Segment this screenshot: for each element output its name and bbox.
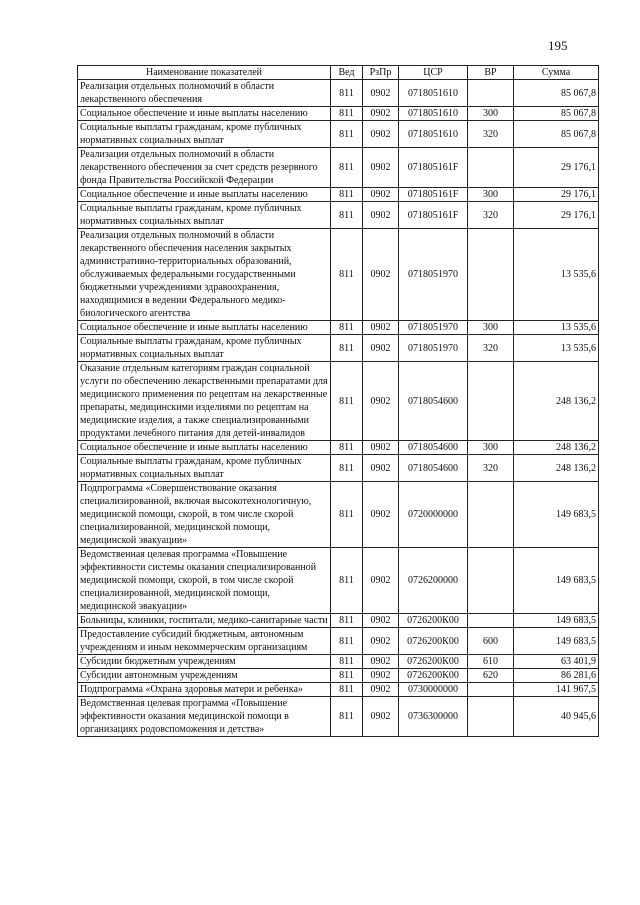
row-rzpr: 0902 bbox=[363, 335, 399, 362]
row-vr bbox=[468, 697, 514, 737]
row-sum: 13 535,6 bbox=[514, 229, 599, 321]
row-rzpr: 0902 bbox=[363, 121, 399, 148]
row-rzpr: 0902 bbox=[363, 229, 399, 321]
row-sum: 13 535,6 bbox=[514, 335, 599, 362]
row-csr: 071805161F bbox=[399, 148, 468, 188]
row-vr: 610 bbox=[468, 655, 514, 669]
row-name: Реализация отдельных полномочий в области лекарственного обеспечения населения закрытых административно-территориальных образований, обслуживаемых федеральными государственными бюджетными учреждениями здравоохранения, находящимися в ведении Федерального медико-биологического агентства bbox=[78, 229, 331, 321]
row-csr: 0718054600 bbox=[399, 362, 468, 441]
row-vr: 620 bbox=[468, 669, 514, 683]
row-vr bbox=[468, 482, 514, 548]
row-sum: 29 176,1 bbox=[514, 188, 599, 202]
header-csr: ЦСР bbox=[399, 66, 468, 80]
row-ved: 811 bbox=[331, 202, 363, 229]
row-name: Субсидии бюджетным учреждениям bbox=[78, 655, 331, 669]
row-csr: 0718051970 bbox=[399, 335, 468, 362]
row-ved: 811 bbox=[331, 321, 363, 335]
row-name: Реализация отдельных полномочий в области лекарственного обеспечения bbox=[78, 80, 331, 107]
row-csr: 0726200К00 bbox=[399, 669, 468, 683]
row-rzpr: 0902 bbox=[363, 683, 399, 697]
row-csr: 071805161F bbox=[399, 188, 468, 202]
row-sum: 86 281,6 bbox=[514, 669, 599, 683]
row-vr: 300 bbox=[468, 321, 514, 335]
row-vr bbox=[468, 548, 514, 614]
row-ved: 811 bbox=[331, 697, 363, 737]
row-sum: 85 067,8 bbox=[514, 107, 599, 121]
table-row bbox=[78, 628, 599, 655]
table-row bbox=[78, 655, 599, 669]
row-vr: 300 bbox=[468, 107, 514, 121]
table-row bbox=[78, 121, 599, 148]
table-row bbox=[78, 335, 599, 362]
row-sum: 85 067,8 bbox=[514, 121, 599, 148]
row-vr: 320 bbox=[468, 455, 514, 482]
table-row bbox=[78, 107, 599, 121]
page-number: 195 bbox=[548, 38, 568, 53]
row-name: Подпрограмма «Охрана здоровья матери и ребенка» bbox=[78, 683, 331, 697]
row-csr: 0726200К00 bbox=[399, 655, 468, 669]
table-body bbox=[78, 80, 599, 737]
row-ved: 811 bbox=[331, 628, 363, 655]
table-row bbox=[78, 229, 599, 321]
table-row bbox=[78, 148, 599, 188]
row-rzpr: 0902 bbox=[363, 188, 399, 202]
row-sum: 13 535,6 bbox=[514, 321, 599, 335]
row-vr bbox=[468, 614, 514, 628]
row-name: Социальное обеспечение и иные выплаты населению bbox=[78, 321, 331, 335]
row-name: Оказание отдельным категориям граждан социальной услуги по обеспечению лекарственными препаратами для медицинского применения по рецептам на лекарственные препараты, медицинскими изделиями по рецептам на медицинские изделия, а также специализированными продуктами лечебного питания для детей-инвалидов bbox=[78, 362, 331, 441]
row-csr: 0718051610 bbox=[399, 121, 468, 148]
header-sum: Сумма bbox=[514, 66, 599, 80]
row-rzpr: 0902 bbox=[363, 697, 399, 737]
row-vr: 300 bbox=[468, 188, 514, 202]
table-row bbox=[78, 548, 599, 614]
row-name: Социальные выплаты гражданам, кроме публичных нормативных социальных выплат bbox=[78, 202, 331, 229]
row-name: Социальные выплаты гражданам, кроме публичных нормативных социальных выплат bbox=[78, 121, 331, 148]
table-row bbox=[78, 362, 599, 441]
table-row bbox=[78, 202, 599, 229]
row-sum: 248 136,2 bbox=[514, 455, 599, 482]
row-rzpr: 0902 bbox=[363, 548, 399, 614]
row-csr: 0720000000 bbox=[399, 482, 468, 548]
table-row bbox=[78, 188, 599, 202]
row-vr bbox=[468, 80, 514, 107]
budget-table bbox=[77, 65, 599, 737]
row-vr bbox=[468, 148, 514, 188]
row-ved: 811 bbox=[331, 148, 363, 188]
row-rzpr: 0902 bbox=[363, 362, 399, 441]
row-ved: 811 bbox=[331, 683, 363, 697]
table-row bbox=[78, 683, 599, 697]
row-csr: 0736300000 bbox=[399, 697, 468, 737]
row-sum: 85 067,8 bbox=[514, 80, 599, 107]
row-csr: 0718054600 bbox=[399, 455, 468, 482]
table-row bbox=[78, 441, 599, 455]
table-row bbox=[78, 697, 599, 737]
row-name: Социальные выплаты гражданам, кроме публичных нормативных социальных выплат bbox=[78, 335, 331, 362]
row-ved: 811 bbox=[331, 188, 363, 202]
row-name: Социальные выплаты гражданам, кроме публичных нормативных социальных выплат bbox=[78, 455, 331, 482]
row-ved: 811 bbox=[331, 229, 363, 321]
header-name: Наименование показателей bbox=[78, 66, 331, 80]
row-name: Социальное обеспечение и иные выплаты населению bbox=[78, 107, 331, 121]
row-rzpr: 0902 bbox=[363, 669, 399, 683]
row-sum: 149 683,5 bbox=[514, 628, 599, 655]
row-ved: 811 bbox=[331, 335, 363, 362]
row-sum: 248 136,2 bbox=[514, 362, 599, 441]
row-sum: 141 967,5 bbox=[514, 683, 599, 697]
row-rzpr: 0902 bbox=[363, 80, 399, 107]
table-row bbox=[78, 80, 599, 107]
row-csr: 0726200К00 bbox=[399, 628, 468, 655]
row-sum: 29 176,1 bbox=[514, 202, 599, 229]
row-name: Реализация отдельных полномочий в области лекарственного обеспечения за счет средств резервного фонда Правительства Российской Федерации bbox=[78, 148, 331, 188]
row-rzpr: 0902 bbox=[363, 628, 399, 655]
row-csr: 0726200000 bbox=[399, 548, 468, 614]
row-ved: 811 bbox=[331, 441, 363, 455]
row-vr: 320 bbox=[468, 202, 514, 229]
row-rzpr: 0902 bbox=[363, 455, 399, 482]
row-sum: 149 683,5 bbox=[514, 548, 599, 614]
row-csr: 0718051970 bbox=[399, 229, 468, 321]
row-name: Субсидии автономным учреждениям bbox=[78, 669, 331, 683]
row-csr: 0730000000 bbox=[399, 683, 468, 697]
row-vr: 300 bbox=[468, 441, 514, 455]
header-rzpr: РзПр bbox=[363, 66, 399, 80]
row-ved: 811 bbox=[331, 669, 363, 683]
row-ved: 811 bbox=[331, 362, 363, 441]
table-header-row bbox=[78, 66, 599, 80]
table-row bbox=[78, 455, 599, 482]
table-row bbox=[78, 321, 599, 335]
row-vr: 320 bbox=[468, 335, 514, 362]
row-ved: 811 bbox=[331, 482, 363, 548]
header-ved: Вед bbox=[331, 66, 363, 80]
row-name: Предоставление субсидий бюджетным, автономным учреждениям и иным некоммерческим организациям bbox=[78, 628, 331, 655]
row-rzpr: 0902 bbox=[363, 107, 399, 121]
row-sum: 40 945,6 bbox=[514, 697, 599, 737]
row-sum: 29 176,1 bbox=[514, 148, 599, 188]
table-row bbox=[78, 669, 599, 683]
row-name: Подпрограмма «Совершенствование оказания специализированной, включая высокотехнологичную, медицинской помощи, скорой, в том числе скорой специализированной, медицинской помощи, медицинской эвакуации» bbox=[78, 482, 331, 548]
row-csr: 0726200К00 bbox=[399, 614, 468, 628]
row-ved: 811 bbox=[331, 548, 363, 614]
row-csr: 0718051970 bbox=[399, 321, 468, 335]
row-vr: 600 bbox=[468, 628, 514, 655]
row-ved: 811 bbox=[331, 455, 363, 482]
row-name: Больницы, клиники, госпитали, медико-санитарные части bbox=[78, 614, 331, 628]
row-rzpr: 0902 bbox=[363, 655, 399, 669]
row-name: Ведомственная целевая программа «Повышение эффективности оказания медицинской помощи в организациях родовспоможения и детства» bbox=[78, 697, 331, 737]
row-rzpr: 0902 bbox=[363, 614, 399, 628]
row-ved: 811 bbox=[331, 107, 363, 121]
header-vr: ВР bbox=[468, 66, 514, 80]
row-csr: 0718054600 bbox=[399, 441, 468, 455]
row-rzpr: 0902 bbox=[363, 441, 399, 455]
row-vr bbox=[468, 229, 514, 321]
table-row bbox=[78, 482, 599, 548]
row-ved: 811 bbox=[331, 655, 363, 669]
table-row bbox=[78, 614, 599, 628]
row-name: Ведомственная целевая программа «Повышение эффективности системы оказания специализированной медицинской помощи, скорой, в том числе скорой специализированной, медицинской помощи, медицинской эвакуации» bbox=[78, 548, 331, 614]
row-rzpr: 0902 bbox=[363, 148, 399, 188]
row-sum: 248 136,2 bbox=[514, 441, 599, 455]
row-name: Социальное обеспечение и иные выплаты населению bbox=[78, 441, 331, 455]
row-sum: 149 683,5 bbox=[514, 482, 599, 548]
row-csr: 071805161F bbox=[399, 202, 468, 229]
row-rzpr: 0902 bbox=[363, 482, 399, 548]
row-vr: 320 bbox=[468, 121, 514, 148]
row-rzpr: 0902 bbox=[363, 202, 399, 229]
row-vr bbox=[468, 362, 514, 441]
row-ved: 811 bbox=[331, 614, 363, 628]
row-name: Социальное обеспечение и иные выплаты населению bbox=[78, 188, 331, 202]
row-csr: 0718051610 bbox=[399, 80, 468, 107]
row-ved: 811 bbox=[331, 121, 363, 148]
row-rzpr: 0902 bbox=[363, 321, 399, 335]
row-sum: 149 683,5 bbox=[514, 614, 599, 628]
row-csr: 0718051610 bbox=[399, 107, 468, 121]
row-vr bbox=[468, 683, 514, 697]
row-ved: 811 bbox=[331, 80, 363, 107]
row-sum: 63 401,9 bbox=[514, 655, 599, 669]
